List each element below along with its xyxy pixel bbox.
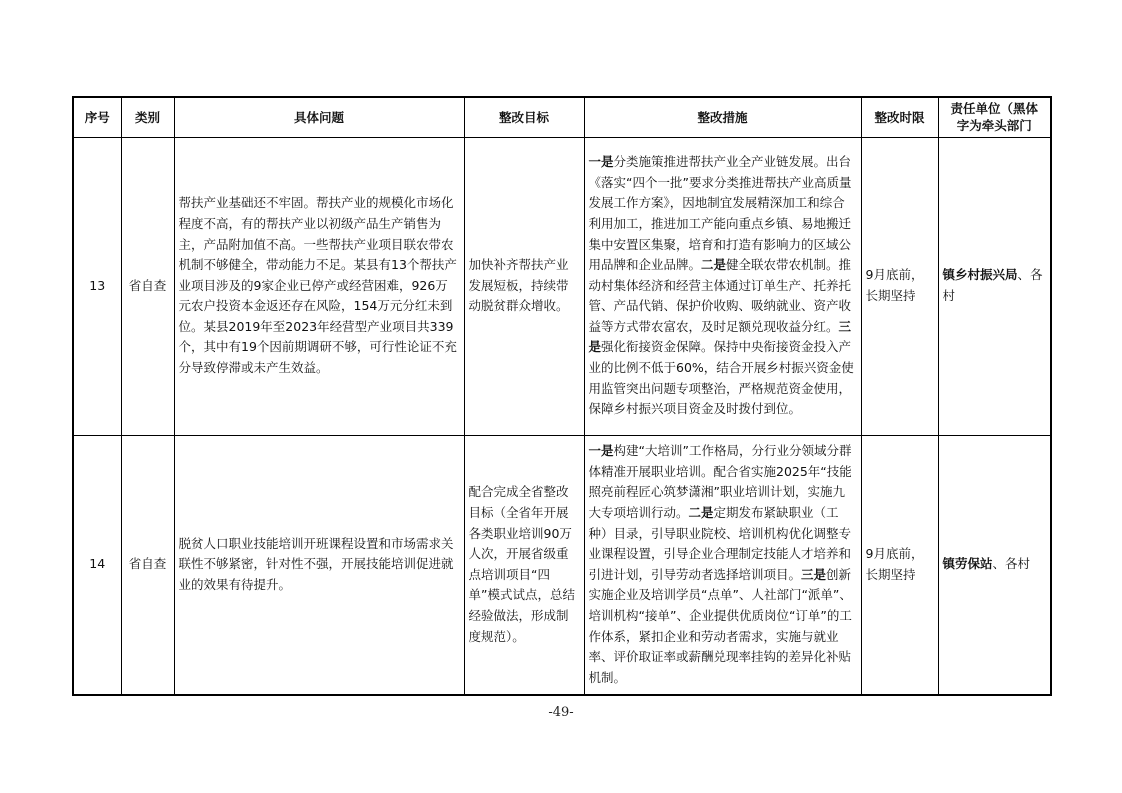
row-unit: [938, 137, 1051, 435]
measure-lead: 二是: [688, 504, 714, 520]
measure-text: 定期发布紧缺职业（工种）目录，引导职业院校、培训机构优化调整专业课程设置，引导企业合理制定技能人才培养和引进计划，引导劳动者选择培训项目。: [588, 504, 852, 582]
row-deadline: 9月底前，长期坚持: [861, 435, 938, 695]
measure-text: 构建“大培训”工作格局，分行业分领域分群体精准开展职业培训。配合省实施2025年“技能照亮前程匠心筑梦潇湘”职业培训计划，实施九大专项培训行动。: [588, 443, 852, 520]
other-unit: 、各村: [992, 556, 1031, 572]
row-seq: 13: [73, 137, 121, 435]
row-seq: 14: [73, 435, 121, 695]
rectification-table: [72, 96, 1052, 696]
header-measures: 整改措施: [584, 97, 861, 137]
header-unit: 责任单位（黑体字为牵头部门: [938, 97, 1051, 137]
row-measures: [584, 435, 861, 695]
row-deadline: 9月底前，长期坚持: [861, 137, 938, 435]
measure-text: 分类施策推进帮扶产业全产业链发展。出台《落实“四个一批”要求分类推进帮扶产业高质量发展工作方案》，因地制宜发展精深加工和综合利用加工，推进加工产能向重点乡镇、易地搬迁集中安置区集聚，培育和打造有影响力的区域公用品牌和企业品牌。: [588, 154, 852, 273]
measure-text: 健全联农带农机制。推动村集体经济和经营主体通过订单生产、托养托管、产品代销、保护价收购、吸纳就业、资产收益等方式带农富农，及时足额兑现收益分红。: [588, 257, 852, 334]
table-row: [73, 435, 1051, 695]
page-number: -49-: [548, 705, 574, 720]
header-category: 类别: [121, 97, 174, 137]
measure-lead: 一是: [588, 443, 614, 459]
measure-lead: 三是: [588, 318, 852, 355]
row-problem: 脱贫人口职业技能培训开班课程设置和市场需求关联性不够紧密，针对性不强，开展技能培训促进就业的效果有待提升。: [174, 435, 464, 695]
row-goal: 配合完成全省整改目标（全省年开展各类职业培训90万人次，开展省级重点培训项目“四单”模式试点，总结经验做法，形成制度规范）。: [464, 435, 584, 695]
measure-lead: 三是: [801, 566, 827, 582]
row-measures: [584, 137, 861, 435]
header-seq: 序号: [73, 97, 121, 137]
lead-unit: 镇劳保站: [942, 556, 993, 572]
table-row: [73, 137, 1051, 435]
table-header-row: [73, 97, 1051, 137]
row-category: 省自查: [121, 435, 174, 695]
measure-lead: 一是: [588, 154, 614, 170]
measure-text: 创新实施企业及培训学员“点单”、人社部门“派单”、培训机构“接单”、企业提供优质岗位“订单”的工作体系，紧扣企业和劳动者需求，实施与就业率、评价取证率或薪酬兑现率挂钩的差异化补贴机制。: [588, 566, 852, 685]
other-unit: 、各村: [942, 267, 1043, 303]
header-goal: 整改目标: [464, 97, 584, 137]
lead-unit: 镇乡村振兴局: [942, 267, 1018, 283]
row-category: 省自查: [121, 137, 174, 435]
row-problem: 帮扶产业基础还不牢固。帮扶产业的规模化市场化程度不高，有的帮扶产业以初级产品生产销售为主，产品附加值不高。一些帮扶产业项目联农带农机制不够健全，带动能力不足。某县有13个帮扶产业项目涉及的9家企业已停产或经营困难，926万元农户投资本金返还存在风险，154万元分红未到位。某县2019年至2023年经营型产业项目共339个，其中有19个因前期调研不够，可行性论证不充分导致停滞或未产生效益。: [174, 137, 464, 435]
measure-lead: 二是: [701, 257, 727, 273]
header-deadline: 整改时限: [861, 97, 938, 137]
row-goal: 加快补齐帮扶产业发展短板，持续带动脱贫群众增收。: [464, 137, 584, 435]
header-problem: 具体问题: [174, 97, 464, 137]
row-unit: [938, 435, 1051, 695]
measure-text: 强化衔接资金保障。保持中央衔接资金投入产业的比例不低于60%，结合开展乡村振兴资金使用监管突出问题专项整治，严格规范资金使用，保障乡村振兴项目资金及时拨付到位。: [588, 339, 854, 417]
